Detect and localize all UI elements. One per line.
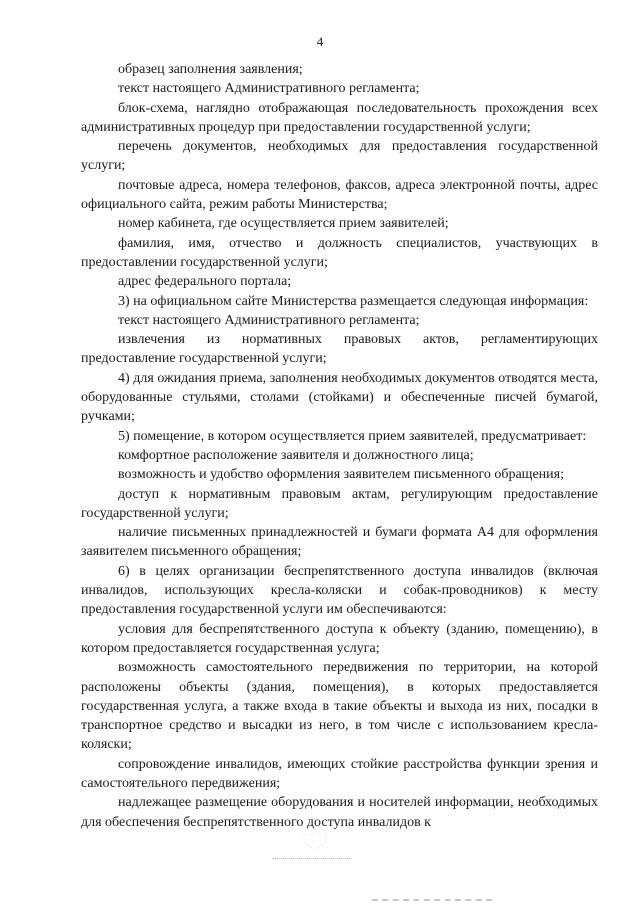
paragraph: 3) на официальном сайте Министерства размещается следующая информация: (118, 293, 589, 309)
bottom-edge-marks (372, 899, 492, 903)
paragraph: надлежащее размещение оборудования и носителей информации, необходимых для обеспечения беспрепятственного доступа инвалидов к (81, 795, 598, 830)
paragraph: адрес федерального портала; (118, 274, 292, 290)
paragraph: образец заполнения заявления; (118, 62, 303, 77)
paragraph: возможность и удобство оформления заявителем письменного обращения; (118, 467, 564, 483)
paragraph: сопровождение инвалидов, имеющих стойкие расстройства функции зрения и самостоятельного передвижения; (81, 756, 598, 791)
paragraph: текст настоящего Административного регламента; (118, 81, 420, 97)
paragraph: условия для беспрепятственного доступа к объекту (зданию, помещению), в котором предоставляется государственная услуга; (81, 621, 598, 656)
page-number: 4 (316, 34, 324, 49)
paragraph: текст настоящего Административного регламента; (118, 312, 420, 328)
faint-stamp-mark (300, 822, 330, 852)
paragraph: фамилия, имя, отчество и должность специалистов, участвующих в предоставлении государственной услуги; (81, 235, 598, 270)
paragraph: наличие письменных принадлежностей и бумаги формата А4 для оформления заявителем письменного обращения; (81, 525, 598, 560)
paragraph: номер кабинета, где осуществляется прием заявителей; (118, 216, 449, 232)
document-body (81, 60, 598, 832)
paragraph: извлечения из нормативных правовых актов, регламентирующих предоставление государственной услуги; (81, 332, 598, 367)
paragraph: доступ к нормативным правовым актам, регулирующим предоставление государственной услуги; (81, 486, 598, 521)
paragraph: комфортное расположение заявителя и должностного лица; (118, 447, 474, 463)
paragraph: перечень документов, необходимых для предоставления государственной услуги; (81, 139, 598, 174)
paragraph: 4) для ожидания приема, заполнения необходимых документов отводятся места, оборудованные стульями, столами (стойками) и обеспеченные писчей бумагой, ручками; (81, 370, 598, 425)
faint-scan-line (272, 858, 352, 860)
paragraph: блок-схема, наглядно отображающая последовательность прохождения всех административных процедур при предоставлении государственной услуги; (81, 100, 598, 135)
paragraph: 6) в целях организации беспрепятственного доступа инвалидов (включая инвалидов, использующих кресла-коляски и собак-проводников) к месту предоставления государственной услуги им обеспечиваются: (81, 563, 598, 618)
paragraph: возможность самостоятельного передвижения по территории, на которой расположены объекты (здания, помещения), в которых предоставляется государственная услуга, а также входа в такие объекты и выхода из них, посадки в транспортное средство и высадки из него, в том числе с использованием кресла-коляски; (81, 660, 598, 753)
paragraph: 5) помещение, в котором осуществляется прием заявителей, предусматривает: (118, 428, 587, 444)
paragraph: почтовые адреса, номера телефонов, факсов, адреса электронной почты, адрес официального сайта, режим работы Министерства; (81, 177, 598, 213)
